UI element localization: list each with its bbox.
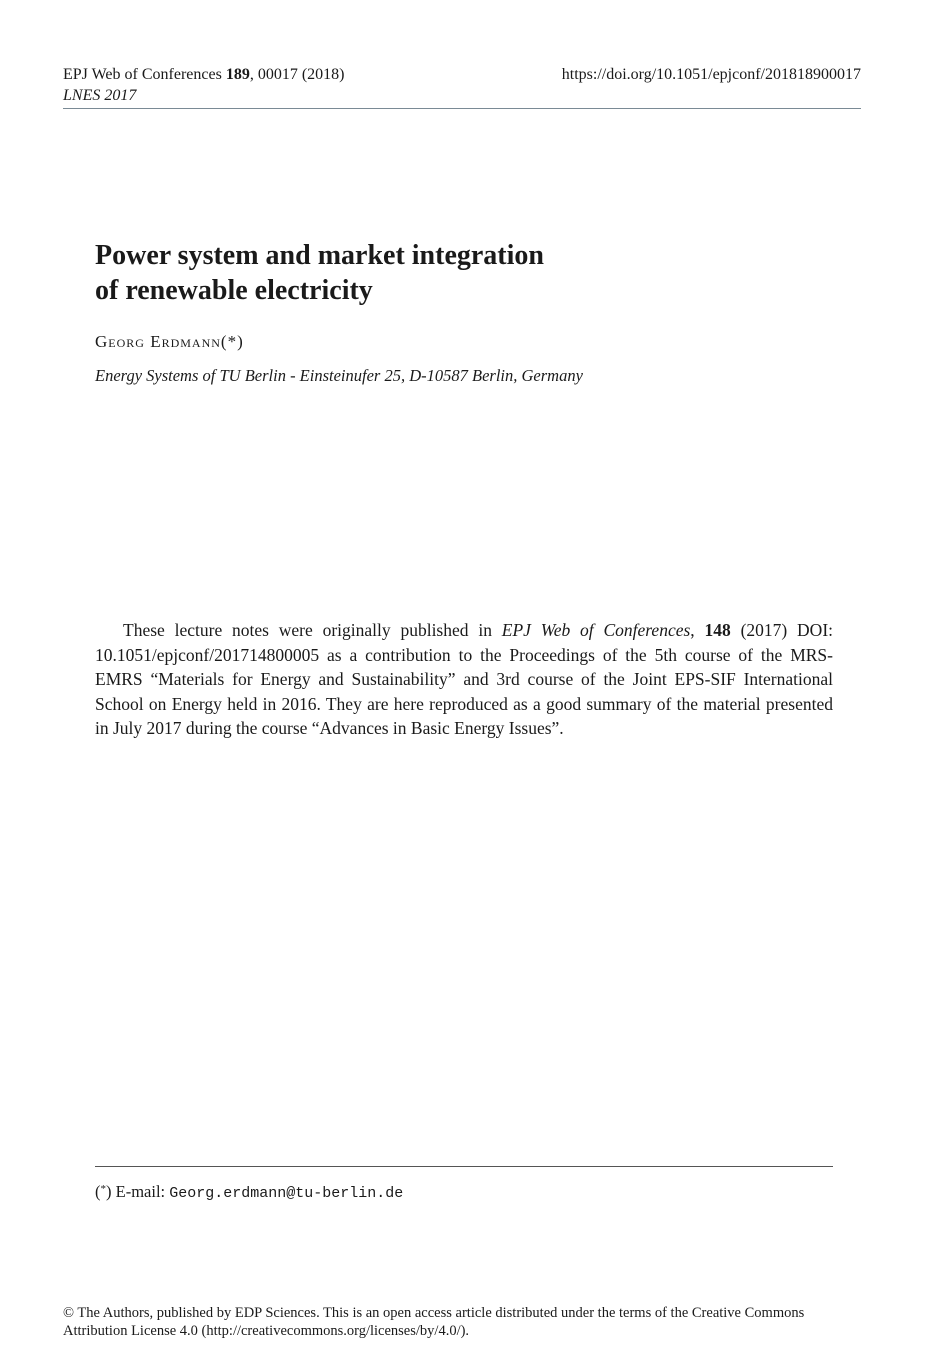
footnote-close: ) — [106, 1182, 112, 1201]
footnote — [95, 1178, 403, 1205]
footnote-open: ( — [95, 1182, 101, 1201]
license-line-1: © The Authors, published by EDP Sciences. This is an open access article distributed under the terms of the Creative Commons — [63, 1305, 805, 1321]
abstract-text-1: These lecture notes were originally published in — [123, 620, 502, 640]
running-header — [63, 64, 861, 109]
license-line-2: Attribution License 4.0 (http://creativecommons.org/licenses/by/4.0/). — [63, 1323, 470, 1339]
author-affiliation: Energy Systems of TU Berlin - Einsteinufer 25, D-10587 Berlin, Germany — [95, 366, 583, 385]
journal-prefix: EPJ Web of Conferences — [63, 66, 226, 83]
footnote-divider — [95, 1166, 833, 1167]
journal-citation — [63, 64, 344, 85]
author-email-link[interactable]: Georg.erdmann@tu-berlin.de — [169, 1185, 404, 1202]
article-suffix: , 00017 (2018) — [249, 66, 345, 83]
license-notice — [63, 1304, 863, 1340]
author-name: Georg Erdmann — [95, 332, 221, 351]
conference-name: LNES 2017 — [63, 87, 137, 104]
paper-title — [95, 238, 795, 308]
doi-link[interactable]: https://doi.org/10.1051/epjconf/201818900017 — [561, 66, 861, 83]
title-line-1: Power system and market integration — [95, 240, 544, 271]
footnote-label: E-mail: — [111, 1182, 170, 1201]
abstract-text-3: (2017) DOI: 10.1051/epjconf/201714800005 as a contribution to the Proceedings of the 5th course of the MRS-EMRS “Materials for Energy and Sustainability” and 3rd course of the Joint EPS-SIF International School on Energy held in 2016. They are here reproduced as a good summary of the material presented in July 2017 during the course “Advances in Basic Energy Issues”. — [95, 620, 834, 739]
footnote-mark: * — [100, 1183, 106, 1195]
author-footnote-mark: (*) — [220, 332, 244, 351]
author-line — [95, 331, 244, 353]
abstract-journal: EPJ Web of Conferences — [501, 620, 691, 640]
abstract-paragraph — [95, 618, 833, 741]
header-top-row — [63, 64, 861, 85]
journal-volume: 189 — [225, 66, 250, 83]
abstract-volume: 148 — [704, 620, 731, 640]
title-line-2: of renewable electricity — [95, 275, 373, 306]
abstract-text-2: , — [690, 620, 705, 640]
